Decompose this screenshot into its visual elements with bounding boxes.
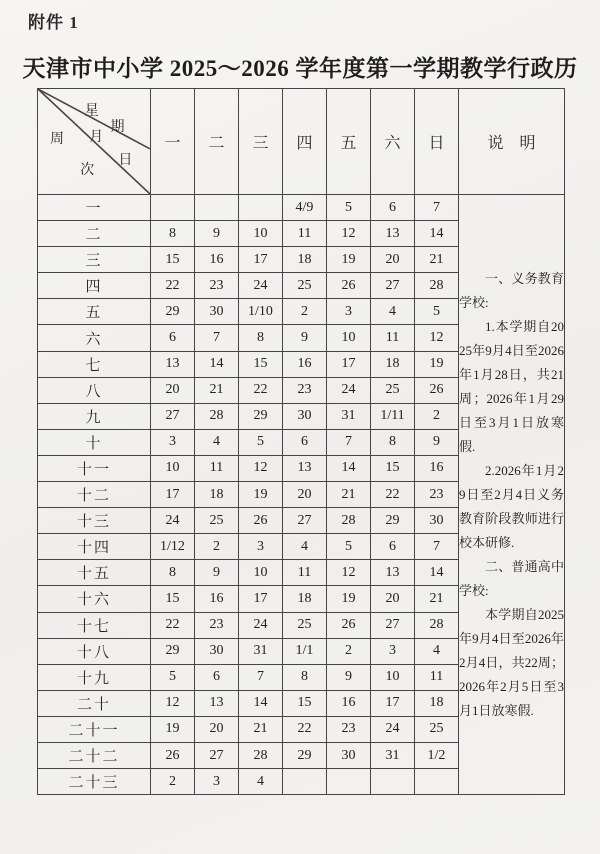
date-cell: 17 (239, 586, 283, 612)
date-cell: 10 (239, 221, 283, 247)
date-cell: 23 (195, 612, 239, 638)
date-cell: 6 (195, 664, 239, 690)
date-cell: 22 (151, 273, 195, 299)
date-cell: 23 (283, 377, 327, 403)
date-cell: 22 (239, 377, 283, 403)
date-cell: 7 (327, 429, 371, 455)
week-number-cell: 二十三 (38, 769, 151, 795)
date-cell: 16 (195, 247, 239, 273)
corner-label-weeknum-char1: 周 (50, 132, 65, 148)
date-cell: 8 (151, 221, 195, 247)
date-cell: 28 (239, 742, 283, 768)
date-cell (327, 769, 371, 795)
date-cell: 21 (239, 716, 283, 742)
week-number-cell: 五 (38, 299, 151, 325)
date-cell: 8 (283, 664, 327, 690)
notes-paragraph: 1.本学期自2025年9月4日至2026年1月28日，共21周；2026年1月29日至3月1日放寒假. (459, 318, 564, 454)
date-cell: 16 (195, 586, 239, 612)
week-number-cell: 十四 (38, 534, 151, 560)
week-number-cell: 十二 (38, 482, 151, 508)
date-cell: 23 (195, 273, 239, 299)
week-number-cell: 二十二 (38, 742, 151, 768)
date-cell: 19 (151, 716, 195, 742)
date-cell: 22 (151, 612, 195, 638)
date-cell: 31 (371, 742, 415, 768)
date-cell: 18 (371, 351, 415, 377)
date-cell: 29 (371, 508, 415, 534)
date-cell: 26 (415, 377, 459, 403)
date-cell: 28 (415, 612, 459, 638)
date-cell: 6 (371, 534, 415, 560)
date-cell: 14 (327, 455, 371, 481)
week-number-cell: 十八 (38, 638, 151, 664)
date-cell: 7 (415, 534, 459, 560)
date-cell: 30 (195, 299, 239, 325)
date-cell: 4/9 (283, 195, 327, 221)
date-cell: 15 (371, 455, 415, 481)
week-number-cell: 十五 (38, 560, 151, 586)
date-cell: 15 (283, 690, 327, 716)
date-cell: 26 (327, 612, 371, 638)
date-cell (371, 769, 415, 795)
date-cell: 9 (415, 429, 459, 455)
date-cell: 3 (151, 429, 195, 455)
date-cell: 29 (151, 638, 195, 664)
table-row-week-1 (38, 195, 565, 221)
week-number-cell: 十六 (38, 586, 151, 612)
date-cell: 6 (371, 195, 415, 221)
date-cell: 12 (415, 325, 459, 351)
date-cell: 8 (239, 325, 283, 351)
date-cell: 25 (415, 716, 459, 742)
date-cell: 28 (415, 273, 459, 299)
date-cell: 20 (371, 586, 415, 612)
week-number-cell: 六 (38, 325, 151, 351)
week-number-cell: 一 (38, 195, 151, 221)
corner-label-weekday-char2: 期 (110, 119, 125, 135)
date-cell: 21 (415, 586, 459, 612)
corner-label-weekday-char1: 星 (84, 104, 99, 119)
date-cell: 10 (327, 325, 371, 351)
date-cell: 4 (371, 299, 415, 325)
notes-paragraph: 二、普通高中学校: (459, 558, 564, 598)
week-number-cell: 十 (38, 429, 151, 455)
week-number-cell: 十九 (38, 664, 151, 690)
date-cell: 6 (151, 325, 195, 351)
date-cell: 25 (195, 508, 239, 534)
date-cell: 22 (283, 716, 327, 742)
date-cell: 11 (371, 325, 415, 351)
date-cell: 29 (239, 403, 283, 429)
date-cell: 4 (195, 429, 239, 455)
date-cell: 18 (283, 586, 327, 612)
date-cell: 13 (195, 690, 239, 716)
date-cell: 15 (151, 247, 195, 273)
date-cell: 10 (151, 455, 195, 481)
date-cell: 13 (371, 560, 415, 586)
date-cell: 30 (415, 508, 459, 534)
date-cell: 27 (371, 612, 415, 638)
date-cell: 14 (239, 690, 283, 716)
date-cell (283, 769, 327, 795)
corner-label-weeknum-char2: 次 (80, 162, 95, 178)
date-cell: 19 (415, 351, 459, 377)
corner-label-monthday-char2: 日 (118, 153, 133, 169)
date-cell: 27 (283, 508, 327, 534)
date-cell: 5 (151, 664, 195, 690)
date-cell: 12 (327, 221, 371, 247)
notes-column-header: 说 明 (459, 89, 565, 195)
corner-label-monthday-char1: 月 (89, 130, 104, 146)
date-cell: 19 (327, 586, 371, 612)
date-cell: 13 (371, 221, 415, 247)
date-cell: 1/10 (239, 299, 283, 325)
notes-paragraph: 2.2026年1月29日至2月4日义务教育阶段教师进行校本研修. (459, 462, 564, 550)
weekday-header-wed: 三 (239, 89, 283, 195)
date-cell: 16 (415, 455, 459, 481)
date-cell: 23 (327, 716, 371, 742)
notes-paragraph: 一、义务教育学校: (459, 270, 564, 310)
date-cell: 31 (327, 403, 371, 429)
date-cell (415, 769, 459, 795)
date-cell: 2 (195, 534, 239, 560)
date-cell: 21 (195, 377, 239, 403)
date-cell: 10 (371, 664, 415, 690)
date-cell: 17 (327, 351, 371, 377)
date-cell: 27 (371, 273, 415, 299)
date-cell: 16 (283, 351, 327, 377)
date-cell: 17 (151, 482, 195, 508)
date-cell: 2 (283, 299, 327, 325)
date-cell: 14 (415, 560, 459, 586)
date-cell: 1/12 (151, 534, 195, 560)
week-number-cell: 十三 (38, 508, 151, 534)
date-cell: 21 (415, 247, 459, 273)
date-cell: 19 (327, 247, 371, 273)
date-cell: 11 (283, 560, 327, 586)
week-number-cell: 八 (38, 377, 151, 403)
date-cell: 9 (195, 221, 239, 247)
date-cell: 24 (151, 508, 195, 534)
notes-cell (459, 195, 565, 795)
calendar-table (37, 88, 565, 795)
date-cell: 2 (151, 769, 195, 795)
date-cell: 24 (371, 716, 415, 742)
date-cell: 2 (415, 403, 459, 429)
date-cell: 2 (327, 638, 371, 664)
date-cell: 16 (327, 690, 371, 716)
date-cell: 24 (239, 273, 283, 299)
date-cell: 25 (283, 273, 327, 299)
date-cell: 12 (151, 690, 195, 716)
date-cell: 26 (239, 508, 283, 534)
date-cell: 19 (239, 482, 283, 508)
date-cell: 9 (195, 560, 239, 586)
date-cell: 27 (195, 742, 239, 768)
weekday-header-mon: 一 (151, 89, 195, 195)
date-cell: 12 (327, 560, 371, 586)
date-cell: 10 (239, 560, 283, 586)
date-cell (239, 195, 283, 221)
date-cell: 29 (151, 299, 195, 325)
date-cell: 14 (415, 221, 459, 247)
date-cell: 30 (327, 742, 371, 768)
date-cell: 18 (195, 482, 239, 508)
calendar-body (38, 195, 565, 795)
date-cell: 17 (239, 247, 283, 273)
date-cell: 26 (327, 273, 371, 299)
week-number-cell: 十七 (38, 612, 151, 638)
date-cell: 3 (239, 534, 283, 560)
date-cell: 27 (151, 403, 195, 429)
date-cell: 9 (283, 325, 327, 351)
week-number-cell: 二十一 (38, 716, 151, 742)
date-cell (151, 195, 195, 221)
date-cell: 12 (239, 455, 283, 481)
date-cell: 1/11 (371, 403, 415, 429)
date-cell: 5 (327, 195, 371, 221)
week-number-cell: 七 (38, 351, 151, 377)
date-cell: 18 (415, 690, 459, 716)
date-cell: 11 (415, 664, 459, 690)
week-number-cell: 二十 (38, 690, 151, 716)
date-cell: 5 (327, 534, 371, 560)
date-cell: 8 (151, 560, 195, 586)
attachment-label: 附件 1 (28, 13, 79, 32)
date-cell: 30 (195, 638, 239, 664)
date-cell: 8 (371, 429, 415, 455)
date-cell: 29 (283, 742, 327, 768)
date-cell: 21 (327, 482, 371, 508)
date-cell: 7 (195, 325, 239, 351)
date-cell: 5 (239, 429, 283, 455)
date-cell: 28 (327, 508, 371, 534)
date-cell (195, 195, 239, 221)
weekday-header-thu: 四 (283, 89, 327, 195)
page-title: 天津市中小学 2025～2026 学年度第一学期教学行政历 (22, 56, 578, 81)
date-cell: 31 (239, 638, 283, 664)
date-cell: 25 (283, 612, 327, 638)
date-cell: 5 (415, 299, 459, 325)
date-cell: 15 (239, 351, 283, 377)
date-cell: 6 (283, 429, 327, 455)
date-cell: 18 (283, 247, 327, 273)
date-cell: 13 (151, 351, 195, 377)
date-cell: 20 (371, 247, 415, 273)
date-cell: 4 (283, 534, 327, 560)
date-cell: 24 (327, 377, 371, 403)
date-cell: 17 (371, 690, 415, 716)
week-number-cell: 二 (38, 221, 151, 247)
week-number-cell: 九 (38, 403, 151, 429)
weekday-header-tue: 二 (195, 89, 239, 195)
date-cell: 15 (151, 586, 195, 612)
date-cell: 4 (415, 638, 459, 664)
date-cell: 11 (195, 455, 239, 481)
notes-paragraph: 本学期自2025年9月4日至2026年2月4日，共22周；2026年2月5日至3月1日放寒假. (459, 606, 564, 718)
date-cell: 24 (239, 612, 283, 638)
date-cell: 3 (371, 638, 415, 664)
date-cell: 20 (195, 716, 239, 742)
date-cell: 1/1 (283, 638, 327, 664)
weekday-header-fri: 五 (327, 89, 371, 195)
header-row (38, 89, 565, 195)
date-cell: 26 (151, 742, 195, 768)
date-cell: 30 (283, 403, 327, 429)
date-cell: 4 (239, 769, 283, 795)
date-cell: 1/2 (415, 742, 459, 768)
date-cell: 23 (415, 482, 459, 508)
date-cell: 9 (327, 664, 371, 690)
date-cell: 11 (283, 221, 327, 247)
corner-header-cell (38, 89, 151, 195)
date-cell: 22 (371, 482, 415, 508)
date-cell: 7 (239, 664, 283, 690)
date-cell: 13 (283, 455, 327, 481)
date-cell: 20 (283, 482, 327, 508)
weekday-header-sat: 六 (371, 89, 415, 195)
date-cell: 3 (327, 299, 371, 325)
date-cell: 25 (371, 377, 415, 403)
date-cell: 3 (195, 769, 239, 795)
date-cell: 7 (415, 195, 459, 221)
week-number-cell: 四 (38, 273, 151, 299)
week-number-cell: 十一 (38, 455, 151, 481)
weekday-header-sun: 日 (415, 89, 459, 195)
date-cell: 20 (151, 377, 195, 403)
week-number-cell: 三 (38, 247, 151, 273)
date-cell: 28 (195, 403, 239, 429)
date-cell: 14 (195, 351, 239, 377)
